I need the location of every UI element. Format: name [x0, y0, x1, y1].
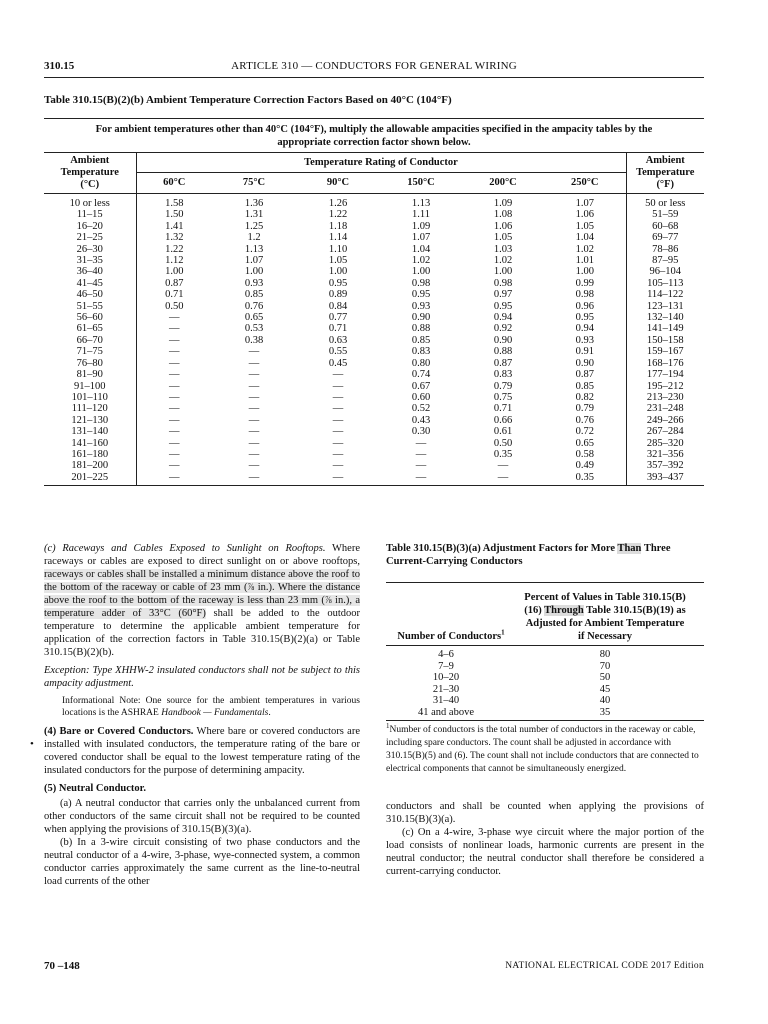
- table-cell: 1.01: [575, 255, 594, 267]
- table-cell: 0.61: [493, 426, 513, 438]
- table-cell: —: [169, 448, 180, 460]
- table-cell: 1.22: [165, 243, 184, 255]
- table-cell: 1.00: [244, 266, 264, 278]
- table-cell: 61–65: [44, 323, 136, 334]
- table-cell: 0.88: [493, 346, 513, 358]
- table-cell: —: [248, 391, 260, 403]
- table-cell: —: [248, 471, 260, 483]
- table-cell: —: [169, 369, 180, 381]
- table-cell: —: [248, 369, 260, 381]
- table-cell: —: [332, 380, 344, 392]
- table-cell: —: [332, 437, 344, 449]
- table-cell: 91–100: [44, 381, 136, 392]
- para-5a: (a) A neutral conductor that carries only the unbalanced current from other conductors of the same circuit shall not be required to be counted when applying the provisions of 310.15(B)(3)(a).: [44, 798, 360, 835]
- table-cell: —: [332, 460, 344, 472]
- table-cell: 1.07: [244, 255, 264, 267]
- table-cell: 0.66: [493, 414, 513, 426]
- table-cell: —: [332, 426, 344, 438]
- table-cell: 0.55: [328, 346, 348, 358]
- table1-bottom-rule: [44, 485, 704, 486]
- section-4-heading: (4) Bare or Covered Conductors.: [44, 726, 194, 737]
- table-cell: 1.00: [328, 266, 348, 278]
- section-number: 310.15: [44, 60, 75, 72]
- table1: [44, 118, 704, 486]
- table-row: [44, 438, 704, 449]
- section-5-heading: (5) Neutral Conductor.: [44, 783, 146, 794]
- table-cell: —: [169, 403, 180, 415]
- table-cell: 87–95: [626, 255, 704, 266]
- table-cell: 36–40: [44, 266, 136, 277]
- table-cell: —: [248, 426, 260, 438]
- table-cell: 60–68: [626, 221, 704, 232]
- table-cell: 1.06: [575, 209, 594, 221]
- table-cell: 0.63: [328, 334, 348, 346]
- table-row: [44, 244, 704, 255]
- table-row: [44, 358, 704, 369]
- table-row: [44, 209, 704, 220]
- table-cell: 50 or less: [626, 194, 704, 210]
- table-row: [44, 266, 704, 277]
- table-cell: 1.05: [575, 220, 594, 232]
- table-cell: 0.35: [493, 448, 513, 460]
- header-ambient-f: Ambient Temperature (°F): [626, 153, 704, 194]
- table-cell: —: [332, 369, 344, 381]
- table-cell: 0.97: [493, 289, 513, 301]
- table-cell: 105–113: [626, 278, 704, 289]
- rating-header: 75°C: [212, 173, 296, 194]
- correction-factor-table: [44, 153, 704, 485]
- table-cell: 71–75: [44, 346, 136, 357]
- table-cell: —: [169, 460, 180, 472]
- table-cell: —: [169, 323, 180, 335]
- table-cell: —: [248, 357, 260, 369]
- table-cell: 0.98: [411, 277, 431, 289]
- table-cell: 0.90: [411, 312, 431, 324]
- table-cell: —: [415, 460, 427, 472]
- informational-note: Informational Note: One source for the ambient temperatures in various locations is the ASHRAE Handbook — Fundamentals.: [62, 696, 360, 718]
- table-cell: 0.93: [411, 300, 431, 312]
- table-cell: —: [248, 437, 260, 449]
- table-cell: 0.50: [493, 437, 513, 449]
- table-cell: 0.87: [493, 357, 513, 369]
- table-cell: 1.00: [493, 266, 513, 278]
- table-cell: —: [169, 357, 180, 369]
- highlighted-text: raceways or cables shall be installed a minimum distance above the roof to the bottom of the raceway or cable of 23 mm (⅞ in.). Where the distance above the roof to the bottom of the raceway is less than 23 mm (⅞ in.), a temperature adder of 33°C (60°F): [44, 569, 360, 619]
- table-cell: 0.71: [493, 403, 513, 415]
- table-cell: —: [497, 471, 509, 483]
- table-cell: 0.85: [244, 289, 264, 301]
- table-cell: 1.32: [165, 232, 184, 244]
- table-cell: 0.98: [493, 277, 513, 289]
- table-cell: —: [415, 471, 427, 483]
- table-cell: 76–80: [44, 358, 136, 369]
- rating-header: 60°C: [136, 173, 212, 194]
- table-cell: 1.05: [493, 232, 513, 244]
- table-cell: 0.85: [411, 334, 431, 346]
- table-cell: 0.50: [165, 300, 184, 312]
- table-row: [44, 232, 704, 243]
- table-cell: 0.85: [575, 380, 594, 392]
- table-cell: —: [169, 334, 180, 346]
- table-cell: 0.99: [575, 277, 594, 289]
- right-column: [386, 542, 704, 878]
- table-cell: 0.92: [493, 323, 513, 335]
- table-cell: 0.43: [411, 414, 431, 426]
- table-cell: 1.02: [493, 255, 513, 267]
- table-cell: —: [169, 426, 180, 438]
- table-row: [44, 312, 704, 323]
- table-row: [386, 661, 704, 673]
- table-cell: —: [169, 380, 180, 392]
- table-cell: 1.25: [244, 220, 264, 232]
- table-cell: 0.89: [328, 289, 348, 301]
- table-cell: 1.02: [575, 243, 594, 255]
- table-row: [44, 472, 704, 485]
- table-cell: 1.00: [575, 266, 594, 278]
- table-cell: —: [169, 312, 180, 324]
- edition-label: NATIONAL ELECTRICAL CODE 2017 Edition: [505, 961, 704, 971]
- table-cell: 0.91: [575, 346, 594, 358]
- table-cell: 51–55: [44, 301, 136, 312]
- table1-note: For ambient temperatures other than 40°C (104°F), multiply the allowable ampacities specified in the ampacity tables by the appropriate correction factor shown below.: [44, 119, 704, 153]
- table-cell: 81–90: [44, 369, 136, 380]
- table-cell: —: [169, 437, 180, 449]
- table-cell: —: [248, 414, 260, 426]
- table-cell: 195–212: [626, 381, 704, 392]
- header-percent-values: Percent of Values in Table 310.15(B)(16) Through Table 310.15(B)(19) as Adjusted for Ambient Temperature if Necessary: [506, 583, 704, 646]
- table-cell: 80: [599, 649, 611, 660]
- rating-header: 250°C: [544, 173, 626, 194]
- table-cell: 16–20: [44, 221, 136, 232]
- table-row: [44, 415, 704, 426]
- header-temp-rating: Temperature Rating of Conductor: [136, 153, 626, 173]
- table-cell: 0.95: [411, 289, 431, 301]
- table-cell: 0.72: [575, 426, 594, 438]
- table-cell: 0.84: [328, 300, 348, 312]
- bullet-mark: •: [30, 738, 34, 750]
- table-row: [44, 449, 704, 460]
- table-cell: —: [169, 471, 180, 483]
- table-cell: 0.74: [411, 369, 431, 381]
- table-cell: 40: [599, 695, 611, 707]
- left-column: [44, 542, 360, 893]
- table-cell: 1.07: [411, 232, 431, 244]
- table-cell: 285–320: [626, 438, 704, 449]
- table-row: [44, 381, 704, 392]
- table-cell: 1.08: [493, 209, 513, 221]
- table-cell: —: [169, 414, 180, 426]
- table-cell: 78–86: [626, 244, 704, 255]
- header-rule: [44, 77, 704, 78]
- table-row: [44, 255, 704, 266]
- table-cell: 0.95: [575, 312, 594, 324]
- table-row: [386, 695, 704, 707]
- table-row: [386, 646, 704, 661]
- table-cell: 141–160: [44, 438, 136, 449]
- table-cell: 1.41: [165, 220, 184, 232]
- table-cell: 201–225: [44, 472, 136, 485]
- rating-header: 200°C: [462, 173, 544, 194]
- table-cell: 45: [599, 683, 611, 695]
- table-cell: 161–180: [44, 449, 136, 460]
- table-cell: 50: [599, 672, 611, 684]
- table-cell: —: [248, 460, 260, 472]
- table-cell: —: [248, 448, 260, 460]
- table-cell: —: [332, 471, 344, 483]
- table-cell: 1.03: [493, 243, 513, 255]
- table-cell: 46–50: [44, 289, 136, 300]
- table-cell: 56–60: [44, 312, 136, 323]
- table-cell: 1.13: [244, 243, 264, 255]
- table-cell: —: [248, 380, 260, 392]
- table-cell: 1.13: [411, 198, 431, 209]
- table-cell: 10 or less: [44, 194, 136, 210]
- table-cell: 0.76: [575, 414, 594, 426]
- para-5b: (b) In a 3-wire circuit consisting of two phase conductors and the neutral conductor of a 4-wire, 3-phase, wye-connected system, a common conductor carries approximately the same current as the line-to-neutral load currents of the other: [44, 837, 360, 887]
- rating-header: 150°C: [380, 173, 462, 194]
- table-cell: —: [332, 391, 344, 403]
- table-cell: 101–110: [44, 392, 136, 403]
- table-cell: 0.83: [493, 369, 513, 381]
- table2: [386, 582, 704, 721]
- table-cell: 0.94: [493, 312, 513, 324]
- table-cell: 0.35: [575, 471, 594, 483]
- table-cell: 1.50: [165, 209, 184, 221]
- table-cell: 181–200: [44, 460, 136, 471]
- table-cell: 132–140: [626, 312, 704, 323]
- table-row: [386, 707, 704, 720]
- table-cell: 0.93: [244, 277, 264, 289]
- table-cell: 66–70: [44, 335, 136, 346]
- table-cell: 35: [506, 707, 704, 720]
- table-cell: 1.18: [328, 220, 348, 232]
- table-cell: 114–122: [626, 289, 704, 300]
- table-row: [44, 194, 704, 210]
- table-cell: —: [415, 437, 427, 449]
- table-cell: —: [248, 403, 260, 415]
- table-cell: 1.11: [412, 209, 430, 221]
- para-bare-conductors: (4) Bare or Covered Conductors. Where bare or covered conductors are installed with insulated conductors, the temperature rating of the bare or covered conductor shall be equal to the lowest temperature rating of the insulated conductors for the purpose of determining ampacity.: [44, 726, 361, 776]
- header-ambient-c: Ambient Temperature (°C): [44, 153, 136, 194]
- table-row: [386, 672, 704, 684]
- adjustment-factor-table: [386, 583, 704, 721]
- table-cell: 1.05: [328, 255, 348, 267]
- table-cell: 1.02: [411, 255, 431, 267]
- table-cell: 10–20: [432, 672, 460, 684]
- table-cell: 41 and above: [386, 707, 506, 720]
- table-cell: 1.31: [244, 209, 264, 221]
- table-cell: 0.87: [575, 369, 594, 381]
- table-row: [386, 684, 704, 696]
- table-row: [44, 392, 704, 403]
- table-cell: 0.38: [244, 334, 264, 346]
- table-cell: 0.52: [411, 403, 431, 415]
- table-cell: 31–40: [432, 695, 460, 707]
- table2-footnote: $^1$Number of conductors is the total number of conductors in the raceway or cable, including spare conductors. The count shall be adjusted in accordance with 310.15(B)(5) and (6). The count shall not include conductors that are connected to electrical components that cannot be simultaneously energized.: [386, 721, 699, 774]
- table-cell: 177–194: [626, 369, 704, 380]
- table-cell: 1.09: [411, 220, 431, 232]
- table2-title: Table 310.15(B)(3)(a) Adjustment Factors for More Than Three Current-Carrying Conductors: [386, 543, 671, 567]
- table-cell: 1.09: [493, 198, 513, 209]
- table-row: [44, 369, 704, 380]
- table-cell: 249–266: [626, 415, 704, 426]
- table-cell: 1.2: [247, 232, 261, 244]
- table-cell: 231–248: [626, 403, 704, 414]
- table-cell: 0.83: [411, 346, 431, 358]
- table-cell: 1.10: [328, 243, 348, 255]
- table-cell: —: [332, 414, 344, 426]
- table-cell: 21–25: [44, 232, 136, 243]
- header-number-conductors: Number of Conductors$^1$: [386, 583, 506, 646]
- table-cell: 0.77: [328, 312, 348, 324]
- table-row: [44, 403, 704, 414]
- running-header: [44, 60, 704, 76]
- table1-title: Table 310.15(B)(2)(b) Ambient Temperature Correction Factors Based on 40°C (104°F): [44, 94, 452, 106]
- table-cell: 0.53: [244, 323, 264, 335]
- table-cell: 1.06: [493, 220, 513, 232]
- table-cell: 1.00: [165, 266, 184, 278]
- table-cell: 159–167: [626, 346, 704, 357]
- table-cell: 1.14: [328, 232, 348, 244]
- table-cell: 123–131: [626, 301, 704, 312]
- table-cell: 1.04: [411, 243, 431, 255]
- table-cell: 0.82: [575, 391, 594, 403]
- para-continued: conductors and shall be counted when applying the provisions of 310.15(B)(3)(a).: [386, 800, 704, 825]
- table-cell: 70: [599, 660, 611, 672]
- table-cell: 0.65: [575, 437, 594, 449]
- table-cell: 11–15: [44, 209, 136, 220]
- table-cell: 0.71: [328, 323, 348, 335]
- table-cell: —: [415, 448, 427, 460]
- table-cell: 0.93: [575, 334, 594, 346]
- table-cell: 0.90: [493, 334, 513, 346]
- table-cell: 321–356: [626, 449, 704, 460]
- table-cell: 0.45: [328, 357, 348, 369]
- table-cell: 1.36: [244, 198, 264, 209]
- table-cell: 0.76: [244, 300, 264, 312]
- table-cell: 0.95: [328, 277, 348, 289]
- table-cell: 0.49: [575, 460, 594, 472]
- table-row: [44, 335, 704, 346]
- table-cell: 21–30: [432, 683, 460, 695]
- table-row: [44, 460, 704, 471]
- table-cell: 1.22: [328, 209, 348, 221]
- table-cell: —: [332, 403, 344, 415]
- table-cell: 1.26: [328, 198, 348, 209]
- table-row: [44, 301, 704, 312]
- table-cell: 0.80: [411, 357, 431, 369]
- table-cell: 0.79: [575, 403, 594, 415]
- table-cell: —: [169, 346, 180, 358]
- table-cell: 4–6: [438, 649, 454, 660]
- table-row: [44, 426, 704, 437]
- table-cell: 393–437: [626, 472, 704, 485]
- table-cell: 96–104: [626, 266, 704, 277]
- table-cell: —: [332, 448, 344, 460]
- table-cell: 0.30: [411, 426, 431, 438]
- table-cell: 1.07: [575, 198, 594, 209]
- table-cell: 0.95: [493, 300, 513, 312]
- table-cell: 0.58: [575, 448, 594, 460]
- rooftops-heading: (c) Raceways and Cables Exposed to Sunlight on Rooftops.: [44, 543, 326, 554]
- table-cell: 51–59: [626, 209, 704, 220]
- table-cell: 121–130: [44, 415, 136, 426]
- table-cell: 0.90: [575, 357, 594, 369]
- para-5c: (c) On a 4-wire, 3-phase wye circuit where the major portion of the load consists of nonlinear loads, harmonic currents are present in the neutral conductor; the neutral conductor shall therefore be considered a current-carrying conductor.: [386, 826, 704, 877]
- table-cell: 1.04: [575, 232, 594, 244]
- table-row: [44, 221, 704, 232]
- table-cell: 111–120: [44, 403, 136, 414]
- table-cell: 0.87: [165, 277, 184, 289]
- table-cell: 26–30: [44, 244, 136, 255]
- table-cell: 357–392: [626, 460, 704, 471]
- table-cell: 150–158: [626, 335, 704, 346]
- table-cell: 41–45: [44, 278, 136, 289]
- table-cell: 7–9: [438, 660, 454, 672]
- page-number: 70 –148: [44, 960, 80, 972]
- article-title: ARTICLE 310 — CONDUCTORS FOR GENERAL WIRING: [231, 60, 517, 72]
- table-cell: 168–176: [626, 358, 704, 369]
- table-cell: —: [248, 346, 260, 358]
- table-cell: 0.71: [165, 289, 184, 301]
- para-rooftops: (c) Raceways and Cables Exposed to Sunlight on Rooftops. Where raceways or cables are exposed to direct sunlight on or above rooftops, raceways or cables shall be installed a minimum distance above the roof to the bottom of the raceway or cable of 23 mm (⅞ in.). Where the distance above the roof to the bottom of the raceway is less than 23 mm (⅞ in.), a temperature adder of 33°C (60°F) shall be added to the outdoor temperature to determine the applicable ambient temperature for application of the correction factors in Table 310.15(B)(2)(a) or Table 310.15(B)(2)(b).: [44, 543, 360, 658]
- table-row: [44, 346, 704, 357]
- table-cell: 0.88: [411, 323, 431, 335]
- table-cell: 131–140: [44, 426, 136, 437]
- table-cell: 0.60: [411, 391, 431, 403]
- table-cell: 0.79: [493, 380, 513, 392]
- table-cell: 267–284: [626, 426, 704, 437]
- table-cell: 1.58: [165, 198, 184, 209]
- table-cell: 213–230: [626, 392, 704, 403]
- table-cell: 31–35: [44, 255, 136, 266]
- exception-text: Exception: Type XHHW-2 insulated conductors shall not be subject to this ampacity adjustment.: [44, 665, 360, 689]
- table-row: [44, 323, 704, 334]
- table-cell: 1.00: [411, 266, 431, 278]
- table-cell: 0.67: [411, 380, 431, 392]
- table-cell: 0.96: [575, 300, 594, 312]
- table-cell: 0.75: [493, 391, 513, 403]
- table-cell: 0.98: [575, 289, 594, 301]
- table-cell: 69–77: [626, 232, 704, 243]
- table-cell: 0.65: [244, 312, 264, 324]
- table-cell: 1.12: [165, 255, 184, 267]
- table-cell: —: [169, 391, 180, 403]
- table-row: [44, 278, 704, 289]
- table-cell: —: [497, 460, 509, 472]
- rating-header: 90°C: [296, 173, 380, 194]
- table-cell: 0.94: [575, 323, 594, 335]
- table-row: [44, 289, 704, 300]
- table-cell: 141–149: [626, 323, 704, 334]
